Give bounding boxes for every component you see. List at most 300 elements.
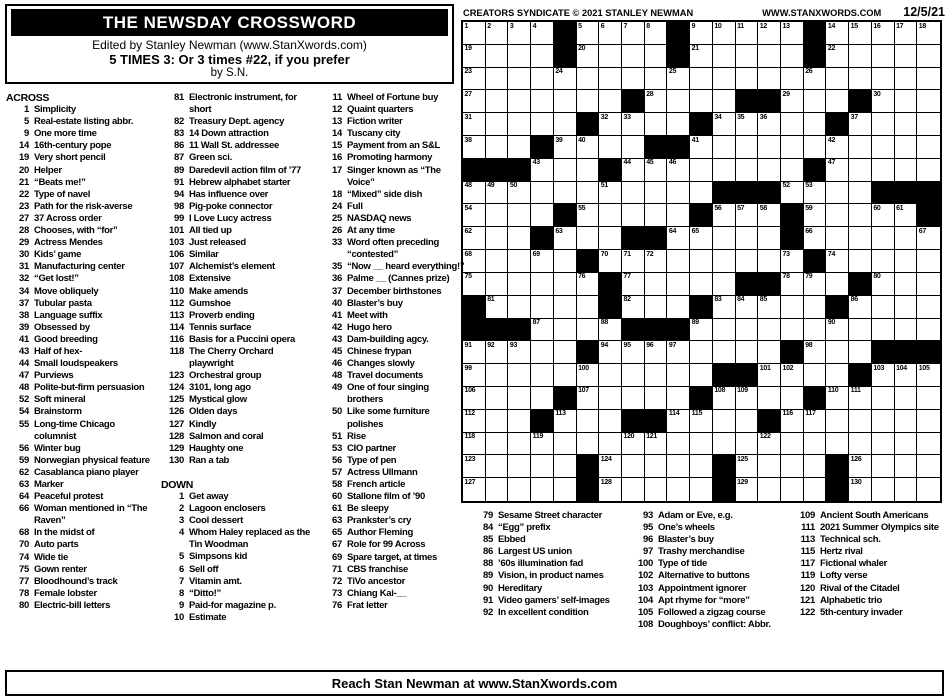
grid-cell[interactable] [486,68,509,91]
grid-cell[interactable] [690,478,713,501]
grid-cell[interactable] [758,296,781,319]
grid-cell[interactable] [622,159,645,182]
grid-cell[interactable] [577,227,600,250]
grid-cell[interactable] [667,455,690,478]
grid-cell[interactable] [554,455,577,478]
grid-cell[interactable] [486,90,509,113]
grid-cell[interactable] [463,204,486,227]
grid-cell[interactable] [531,159,554,182]
grid-cell[interactable] [508,113,531,136]
grid-cell[interactable] [758,319,781,342]
grid-cell[interactable] [781,250,804,273]
grid-cell[interactable] [463,136,486,159]
grid-cell[interactable] [690,319,713,342]
grid-cell[interactable] [872,113,895,136]
grid-cell[interactable] [690,341,713,364]
grid-cell[interactable] [508,478,531,501]
grid-cell[interactable] [599,455,622,478]
grid-cell[interactable] [508,68,531,91]
grid-cell[interactable] [713,90,736,113]
grid-cell[interactable] [804,455,827,478]
grid-cell[interactable] [577,45,600,68]
grid-cell[interactable] [463,410,486,433]
grid-cell[interactable] [758,433,781,456]
grid-cell[interactable] [486,113,509,136]
grid-cell[interactable] [554,159,577,182]
grid-cell[interactable] [486,410,509,433]
grid-cell[interactable] [690,227,713,250]
grid-cell[interactable] [554,227,577,250]
grid-cell[interactable] [690,136,713,159]
grid-cell[interactable] [736,68,759,91]
grid-cell[interactable] [713,113,736,136]
grid-cell[interactable] [554,410,577,433]
grid-cell[interactable] [872,387,895,410]
grid-cell[interactable] [781,410,804,433]
grid-cell[interactable] [713,22,736,45]
grid-cell[interactable] [758,341,781,364]
grid-cell[interactable] [758,227,781,250]
grid-cell[interactable] [713,68,736,91]
grid-cell[interactable] [736,250,759,273]
grid-cell[interactable] [463,478,486,501]
grid-cell[interactable] [667,433,690,456]
grid-cell[interactable] [622,250,645,273]
grid-cell[interactable] [713,136,736,159]
grid-cell[interactable] [622,433,645,456]
grid-cell[interactable] [622,22,645,45]
grid-cell[interactable] [781,364,804,387]
grid-cell[interactable] [645,204,668,227]
grid-cell[interactable] [872,478,895,501]
grid-cell[interactable] [895,22,918,45]
grid-cell[interactable] [599,364,622,387]
grid-cell[interactable] [486,204,509,227]
grid-cell[interactable] [486,341,509,364]
grid-cell[interactable] [713,159,736,182]
grid-cell[interactable] [554,113,577,136]
grid-cell[interactable] [895,273,918,296]
grid-cell[interactable] [736,22,759,45]
grid-cell[interactable] [667,204,690,227]
grid-cell[interactable] [463,455,486,478]
grid-cell[interactable] [781,433,804,456]
grid-cell[interactable] [826,227,849,250]
grid-cell[interactable] [895,68,918,91]
grid-cell[interactable] [826,364,849,387]
grid-cell[interactable] [645,341,668,364]
grid-cell[interactable] [531,182,554,205]
grid-cell[interactable] [577,204,600,227]
grid-cell[interactable] [645,364,668,387]
grid-cell[interactable] [486,387,509,410]
grid-cell[interactable] [508,45,531,68]
grid-cell[interactable] [599,45,622,68]
grid-cell[interactable] [872,273,895,296]
grid-cell[interactable] [758,22,781,45]
grid-cell[interactable] [736,113,759,136]
grid-cell[interactable] [645,478,668,501]
grid-cell[interactable] [554,319,577,342]
grid-cell[interactable] [599,68,622,91]
grid-cell[interactable] [645,455,668,478]
grid-cell[interactable] [849,227,872,250]
grid-cell[interactable] [826,204,849,227]
grid-cell[interactable] [849,455,872,478]
grid-cell[interactable] [849,410,872,433]
grid-cell[interactable] [554,250,577,273]
grid-cell[interactable] [667,478,690,501]
grid-cell[interactable] [872,227,895,250]
grid-cell[interactable] [781,136,804,159]
grid-cell[interactable] [895,478,918,501]
grid-cell[interactable] [599,204,622,227]
grid-cell[interactable] [645,22,668,45]
grid-cell[interactable] [645,68,668,91]
grid-cell[interactable] [917,433,940,456]
grid-cell[interactable] [849,433,872,456]
grid-cell[interactable] [508,433,531,456]
grid-cell[interactable] [531,45,554,68]
grid-cell[interactable] [758,364,781,387]
grid-cell[interactable] [872,68,895,91]
grid-cell[interactable] [599,319,622,342]
grid-cell[interactable] [758,136,781,159]
grid-cell[interactable] [577,68,600,91]
grid-cell[interactable] [758,387,781,410]
grid-cell[interactable] [713,45,736,68]
grid-cell[interactable] [849,296,872,319]
grid-cell[interactable] [486,433,509,456]
grid-cell[interactable] [577,136,600,159]
grid-cell[interactable] [508,22,531,45]
grid-cell[interactable] [781,22,804,45]
grid-cell[interactable] [690,90,713,113]
grid-cell[interactable] [463,113,486,136]
grid-cell[interactable] [531,455,554,478]
grid-cell[interactable] [645,45,668,68]
grid-cell[interactable] [804,204,827,227]
grid-cell[interactable] [667,273,690,296]
grid-cell[interactable] [622,204,645,227]
grid-cell[interactable] [577,90,600,113]
grid-cell[interactable] [826,319,849,342]
grid-cell[interactable] [554,433,577,456]
grid-cell[interactable] [872,296,895,319]
grid-cell[interactable] [599,227,622,250]
grid-cell[interactable] [622,296,645,319]
grid-cell[interactable] [690,159,713,182]
grid-cell[interactable] [486,364,509,387]
grid-cell[interactable] [531,296,554,319]
grid-cell[interactable] [917,136,940,159]
grid-cell[interactable] [577,182,600,205]
grid-cell[interactable] [849,113,872,136]
grid-cell[interactable] [463,273,486,296]
grid-cell[interactable] [690,182,713,205]
grid-cell[interactable] [599,478,622,501]
grid-cell[interactable] [713,433,736,456]
grid-cell[interactable] [554,68,577,91]
grid-cell[interactable] [577,296,600,319]
grid-cell[interactable] [804,90,827,113]
grid-cell[interactable] [508,227,531,250]
grid-cell[interactable] [917,387,940,410]
grid-cell[interactable] [690,45,713,68]
grid-cell[interactable] [781,478,804,501]
grid-cell[interactable] [849,319,872,342]
grid-cell[interactable] [667,296,690,319]
grid-cell[interactable] [804,478,827,501]
grid-cell[interactable] [917,113,940,136]
grid-cell[interactable] [917,410,940,433]
grid-cell[interactable] [645,159,668,182]
grid-cell[interactable] [554,182,577,205]
grid-cell[interactable] [645,296,668,319]
grid-cell[interactable] [826,90,849,113]
grid-cell[interactable] [917,319,940,342]
grid-cell[interactable] [872,410,895,433]
grid-cell[interactable] [599,250,622,273]
grid-cell[interactable] [531,319,554,342]
grid-cell[interactable] [486,45,509,68]
grid-cell[interactable] [895,410,918,433]
grid-cell[interactable] [849,159,872,182]
grid-cell[interactable] [531,387,554,410]
grid-cell[interactable] [917,296,940,319]
grid-cell[interactable] [508,273,531,296]
grid-cell[interactable] [577,319,600,342]
grid-cell[interactable] [849,204,872,227]
grid-cell[interactable] [599,113,622,136]
grid-cell[interactable] [531,273,554,296]
grid-cell[interactable] [667,341,690,364]
grid-cell[interactable] [667,90,690,113]
grid-cell[interactable] [849,45,872,68]
grid-cell[interactable] [622,341,645,364]
grid-cell[interactable] [508,387,531,410]
grid-cell[interactable] [645,250,668,273]
grid-cell[interactable] [895,319,918,342]
grid-cell[interactable] [826,182,849,205]
grid-cell[interactable] [917,90,940,113]
grid-cell[interactable] [849,182,872,205]
grid-cell[interactable] [577,273,600,296]
grid-cell[interactable] [917,364,940,387]
grid-cell[interactable] [872,433,895,456]
grid-cell[interactable] [736,136,759,159]
grid-cell[interactable] [463,68,486,91]
grid-cell[interactable] [895,296,918,319]
grid-cell[interactable] [895,45,918,68]
grid-cell[interactable] [781,45,804,68]
grid-cell[interactable] [849,22,872,45]
grid-cell[interactable] [804,182,827,205]
grid-cell[interactable] [486,136,509,159]
grid-cell[interactable] [826,341,849,364]
grid-cell[interactable] [554,273,577,296]
grid-cell[interactable] [508,136,531,159]
grid-cell[interactable] [486,227,509,250]
grid-cell[interactable] [826,22,849,45]
grid-cell[interactable] [554,90,577,113]
grid-cell[interactable] [895,113,918,136]
grid-cell[interactable] [736,227,759,250]
grid-cell[interactable] [577,387,600,410]
grid-cell[interactable] [758,159,781,182]
grid-cell[interactable] [895,364,918,387]
grid-cell[interactable] [804,296,827,319]
grid-cell[interactable] [463,90,486,113]
grid-cell[interactable] [599,90,622,113]
grid-cell[interactable] [577,159,600,182]
grid-cell[interactable] [781,68,804,91]
grid-cell[interactable] [872,364,895,387]
grid-cell[interactable] [758,68,781,91]
grid-cell[interactable] [486,250,509,273]
grid-cell[interactable] [599,22,622,45]
grid-cell[interactable] [826,273,849,296]
grid-cell[interactable] [622,182,645,205]
grid-cell[interactable] [622,45,645,68]
grid-cell[interactable] [758,204,781,227]
grid-cell[interactable] [872,136,895,159]
grid-cell[interactable] [804,364,827,387]
grid-cell[interactable] [554,364,577,387]
grid-cell[interactable] [645,433,668,456]
grid-cell[interactable] [758,250,781,273]
grid-cell[interactable] [508,364,531,387]
grid-cell[interactable] [667,250,690,273]
grid-cell[interactable] [667,364,690,387]
grid-cell[interactable] [486,455,509,478]
grid-cell[interactable] [508,341,531,364]
grid-cell[interactable] [463,250,486,273]
grid-cell[interactable] [463,22,486,45]
grid-cell[interactable] [849,478,872,501]
grid-cell[interactable] [508,410,531,433]
grid-cell[interactable] [486,182,509,205]
grid-cell[interactable] [826,68,849,91]
grid-cell[interactable] [872,455,895,478]
grid-cell[interactable] [849,68,872,91]
grid-cell[interactable] [736,455,759,478]
grid-cell[interactable] [872,90,895,113]
grid-cell[interactable] [895,250,918,273]
grid-cell[interactable] [758,113,781,136]
grid-cell[interactable] [895,159,918,182]
grid-cell[interactable] [622,387,645,410]
grid-cell[interactable] [826,410,849,433]
grid-cell[interactable] [849,250,872,273]
grid-cell[interactable] [826,433,849,456]
grid-cell[interactable] [622,136,645,159]
grid-cell[interactable] [622,478,645,501]
grid-cell[interactable] [895,90,918,113]
grid-cell[interactable] [826,45,849,68]
grid-cell[interactable] [622,68,645,91]
grid-cell[interactable] [690,364,713,387]
grid-cell[interactable] [826,250,849,273]
grid-cell[interactable] [781,90,804,113]
grid-cell[interactable] [758,455,781,478]
grid-cell[interactable] [872,204,895,227]
grid-cell[interactable] [736,319,759,342]
grid-cell[interactable] [895,387,918,410]
grid-cell[interactable] [758,45,781,68]
grid-cell[interactable] [872,250,895,273]
grid-cell[interactable] [667,113,690,136]
grid-cell[interactable] [917,22,940,45]
grid-cell[interactable] [531,68,554,91]
grid-cell[interactable] [736,433,759,456]
grid-cell[interactable] [895,227,918,250]
grid-cell[interactable] [690,68,713,91]
grid-cell[interactable] [781,273,804,296]
grid-cell[interactable] [781,182,804,205]
grid-cell[interactable] [736,296,759,319]
grid-cell[interactable] [736,478,759,501]
grid-cell[interactable] [804,319,827,342]
grid-cell[interactable] [531,90,554,113]
grid-cell[interactable] [690,410,713,433]
grid-cell[interactable] [554,136,577,159]
grid-cell[interactable] [804,227,827,250]
grid-cell[interactable] [508,182,531,205]
grid-cell[interactable] [826,387,849,410]
grid-cell[interactable] [736,204,759,227]
grid-cell[interactable] [622,455,645,478]
grid-cell[interactable] [736,341,759,364]
grid-cell[interactable] [554,296,577,319]
grid-cell[interactable] [531,433,554,456]
grid-cell[interactable] [531,364,554,387]
grid-cell[interactable] [667,387,690,410]
grid-cell[interactable] [713,296,736,319]
grid-cell[interactable] [713,273,736,296]
grid-cell[interactable] [736,159,759,182]
grid-cell[interactable] [645,182,668,205]
grid-cell[interactable] [690,250,713,273]
grid-cell[interactable] [531,204,554,227]
grid-cell[interactable] [690,455,713,478]
grid-cell[interactable] [781,113,804,136]
grid-cell[interactable] [713,341,736,364]
grid-cell[interactable] [758,478,781,501]
grid-cell[interactable] [463,387,486,410]
grid-cell[interactable] [508,204,531,227]
grid-cell[interactable] [486,296,509,319]
grid-cell[interactable] [463,45,486,68]
grid-cell[interactable] [554,478,577,501]
grid-cell[interactable] [622,364,645,387]
grid-cell[interactable] [917,478,940,501]
grid-cell[interactable] [849,387,872,410]
grid-cell[interactable] [508,250,531,273]
grid-cell[interactable] [781,159,804,182]
grid-cell[interactable] [872,159,895,182]
grid-cell[interactable] [736,45,759,68]
grid-cell[interactable] [917,68,940,91]
grid-cell[interactable] [577,433,600,456]
grid-cell[interactable] [713,204,736,227]
grid-cell[interactable] [895,433,918,456]
grid-cell[interactable] [599,341,622,364]
grid-cell[interactable] [463,364,486,387]
grid-cell[interactable] [599,136,622,159]
grid-cell[interactable] [577,410,600,433]
grid-cell[interactable] [690,433,713,456]
